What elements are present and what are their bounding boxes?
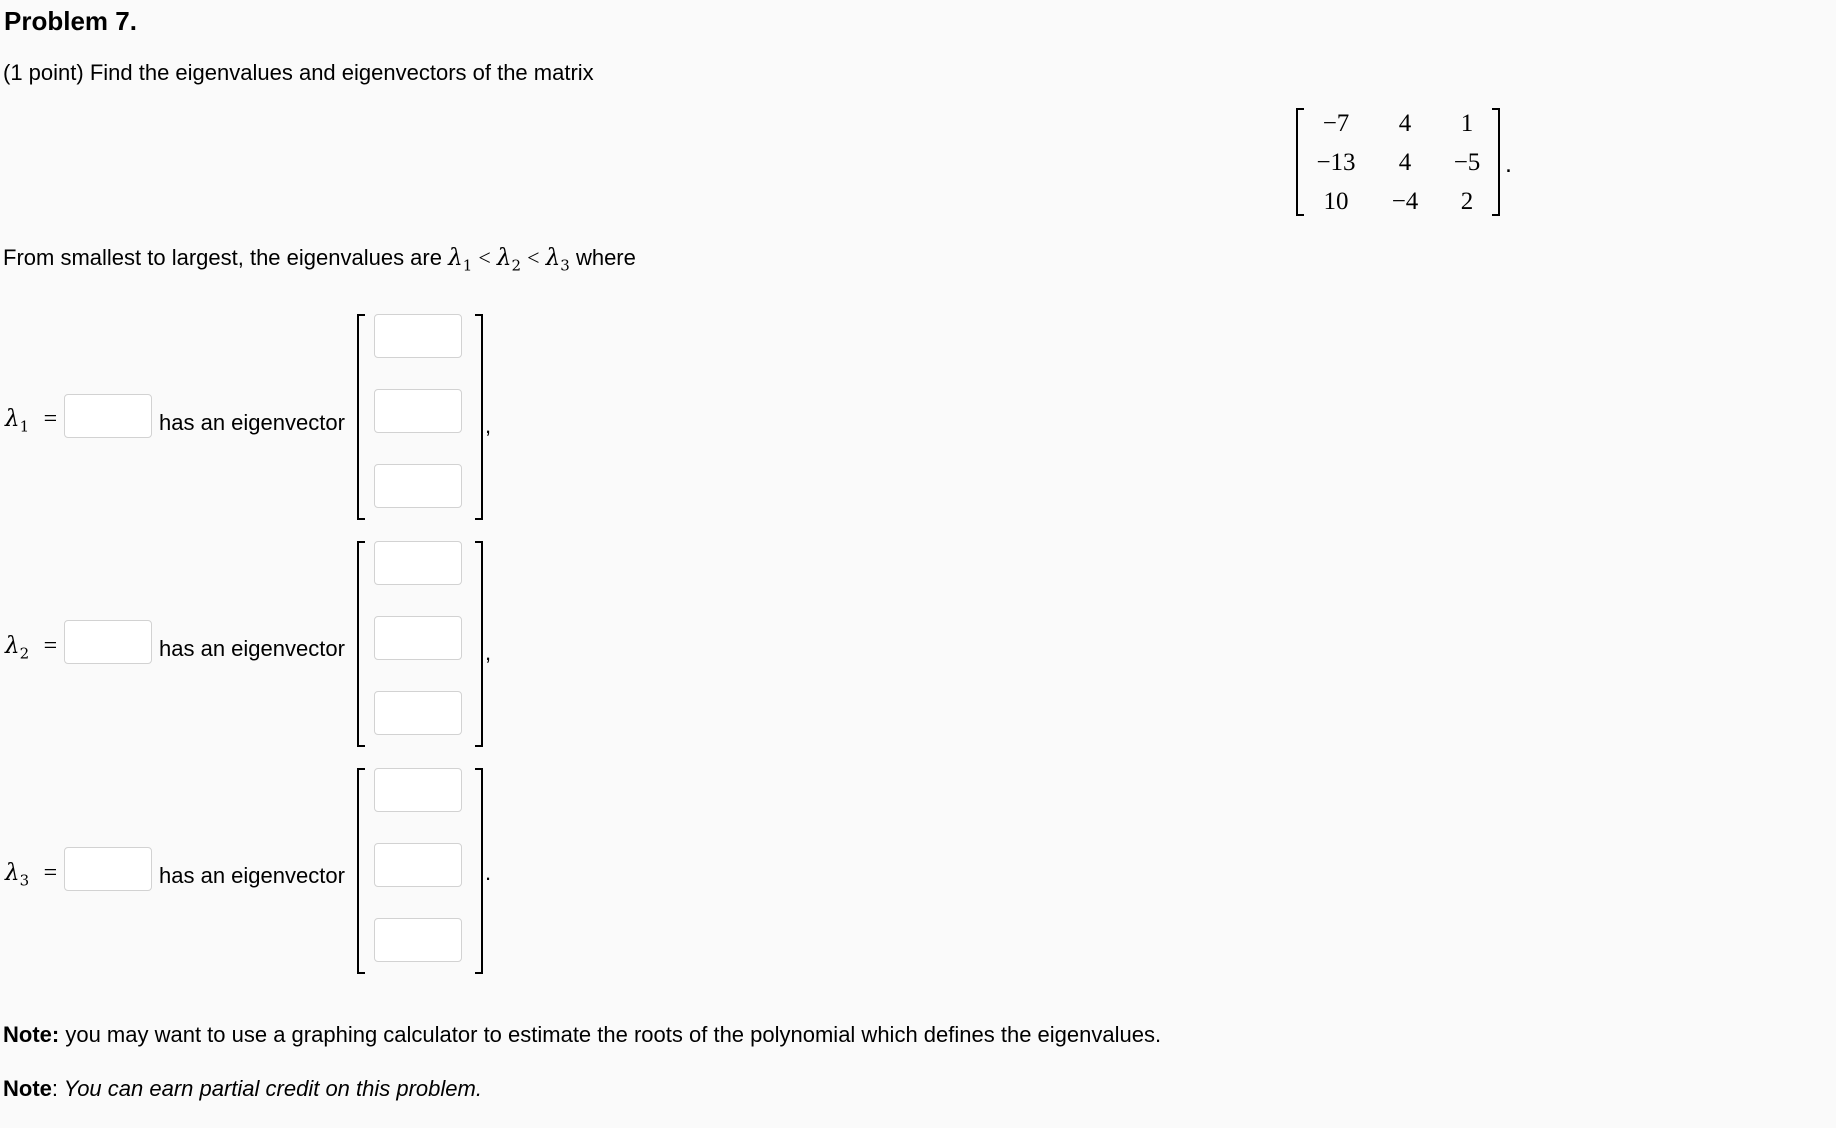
less-than-symbol: < <box>527 245 540 270</box>
eigenvector-2-component-1-input[interactable] <box>374 541 462 585</box>
row-1-comma: , <box>485 413 492 438</box>
matrix-cell: −7 <box>1322 110 1350 137</box>
eigenvector-3-component-1-input[interactable] <box>374 768 462 812</box>
lambda-3-symbol: $\lambda_3$ <box>545 245 570 275</box>
matrix-cell: 1 <box>1460 110 1474 137</box>
eigenvector-2-matrix <box>357 541 483 747</box>
note-text: You can earn partial credit on this problem. <box>58 1076 482 1101</box>
less-than-symbol: < <box>478 245 491 270</box>
order-text-before: From smallest to largest, the eigenvalues are <box>3 245 442 270</box>
lambda-3-label: $\lambda_3$ = <box>5 860 58 890</box>
eigenvector-2-component-2-input[interactable] <box>374 616 462 660</box>
eigenvector-1-component-1-input[interactable] <box>374 314 462 358</box>
lambda-3-input[interactable] <box>64 847 152 891</box>
vector-right-bracket <box>475 768 483 974</box>
note-text: you may want to use a graphing calculator to estimate the roots of the polynomial which defines the eigenvalues. <box>59 1022 1162 1047</box>
vector-left-bracket <box>357 541 365 747</box>
eigenvector-label: has an eigenvector <box>159 410 345 435</box>
eigenvector-1-component-3-input[interactable] <box>374 464 462 508</box>
matrix-cell: 2 <box>1460 188 1474 215</box>
matrix-period: . <box>1505 150 1512 178</box>
eigenvector-label: has an eigenvector <box>159 636 345 661</box>
note-partial-credit: Note: You can earn partial credit on this problem. <box>3 1076 482 1101</box>
given-matrix <box>1296 108 1500 216</box>
vector-left-bracket <box>357 314 365 520</box>
lambda-1-symbol: $\lambda_1$ <box>448 245 473 275</box>
matrix-cell: −5 <box>1453 149 1481 176</box>
eigenvector-1-component-2-input[interactable] <box>374 389 462 433</box>
matrix-cell: −4 <box>1391 188 1419 215</box>
eigenvector-label: has an eigenvector <box>159 863 345 888</box>
vector-right-bracket <box>475 541 483 747</box>
matrix-cell: 10 <box>1323 188 1349 215</box>
order-text-after: where <box>575 245 636 270</box>
eigenvector-1-matrix <box>357 314 483 520</box>
lambda-2-input[interactable] <box>64 620 152 664</box>
lambda-1-input[interactable] <box>64 394 152 438</box>
matrix-left-bracket <box>1296 108 1304 216</box>
note-calculator <box>3 1022 1161 1048</box>
row-3-period: . <box>485 860 492 885</box>
eigenvector-3-component-2-input[interactable] <box>374 843 462 887</box>
lambda-2-symbol: $\lambda_2$ <box>496 245 522 275</box>
eigenvector-3-component-3-input[interactable] <box>374 918 462 962</box>
eigenvector-3-matrix <box>357 768 483 974</box>
eigenvalue-order-sentence <box>3 245 636 275</box>
matrix-cell: 4 <box>1398 149 1412 176</box>
vector-right-bracket <box>475 314 483 520</box>
note-label: Note: <box>3 1022 60 1047</box>
matrix-cell: 4 <box>1398 110 1412 137</box>
lambda-1-label: $\lambda_1$ = <box>5 406 58 436</box>
problem-title: Problem 7. <box>4 6 137 36</box>
problem-prompt: (1 point) Find the eigenvalues and eigenvectors of the matrix <box>3 60 594 85</box>
note-label: Note <box>3 1076 52 1101</box>
vector-left-bracket <box>357 768 365 974</box>
row-2-comma: , <box>485 640 492 665</box>
matrix-cell: −13 <box>1316 149 1356 176</box>
lambda-2-label: $\lambda_2$ = <box>5 633 58 663</box>
eigenvector-2-component-3-input[interactable] <box>374 691 462 735</box>
